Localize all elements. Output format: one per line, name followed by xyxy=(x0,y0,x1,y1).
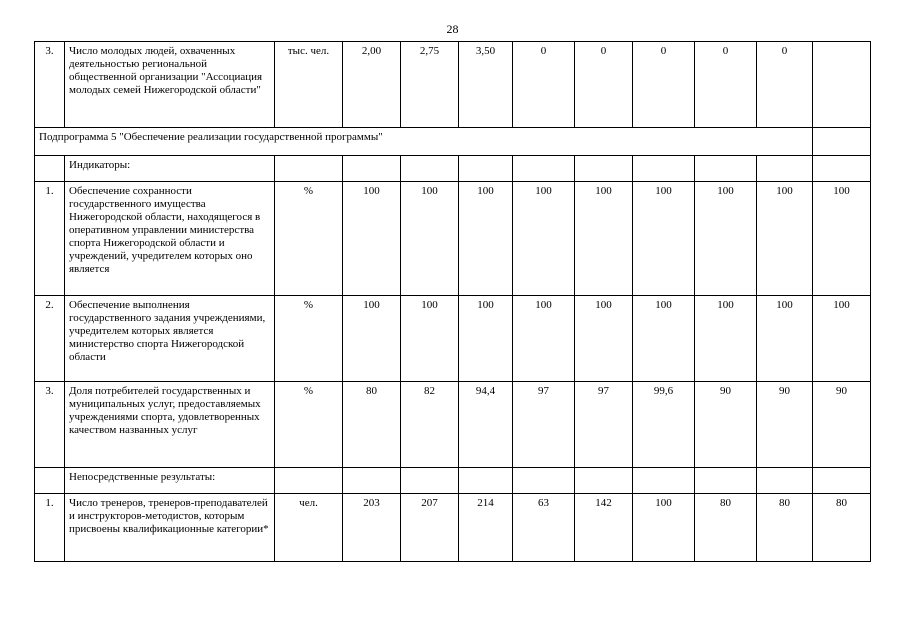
section-title: Непосредственные результаты: xyxy=(65,468,275,494)
empty-cell xyxy=(401,468,459,494)
table-row xyxy=(35,382,871,468)
value-cell: 100 xyxy=(401,296,459,382)
row-number: 1. xyxy=(35,494,65,562)
value-cell: 100 xyxy=(757,296,813,382)
value-cell: 100 xyxy=(343,296,401,382)
empty-cell xyxy=(813,156,871,182)
value-cell: 2,00 xyxy=(343,42,401,128)
empty-cell xyxy=(401,156,459,182)
value-cell: 3,50 xyxy=(459,42,513,128)
value-cell: 0 xyxy=(633,42,695,128)
value-cell: 80 xyxy=(757,494,813,562)
value-cell: 100 xyxy=(633,494,695,562)
value-cell: 100 xyxy=(459,182,513,296)
value-cell: 63 xyxy=(513,494,575,562)
table-row xyxy=(35,494,871,562)
empty-cell xyxy=(513,468,575,494)
indicator-name: Число тренеров, тренеров-преподавателей и инструкторов-методистов, которым присвоены квалификационные категории* xyxy=(65,494,275,562)
empty-cell xyxy=(343,156,401,182)
page-number: 28 xyxy=(446,22,459,36)
value-cell: 94,4 xyxy=(459,382,513,468)
empty-cell xyxy=(459,468,513,494)
empty-cell xyxy=(757,156,813,182)
value-cell: 0 xyxy=(575,42,633,128)
empty-cell xyxy=(35,468,65,494)
value-cell: 100 xyxy=(459,296,513,382)
value-cell: 90 xyxy=(813,382,871,468)
empty-cell xyxy=(757,468,813,494)
value-cell: 97 xyxy=(575,382,633,468)
value-cell: 100 xyxy=(757,182,813,296)
value-cell: 100 xyxy=(695,296,757,382)
value-cell: 97 xyxy=(513,382,575,468)
value-cell: 99,6 xyxy=(633,382,695,468)
table-row xyxy=(35,182,871,296)
empty-cell xyxy=(343,468,401,494)
value-cell: 100 xyxy=(575,182,633,296)
row-number: 3. xyxy=(35,42,65,128)
section-row xyxy=(35,156,871,182)
table-row xyxy=(35,296,871,382)
value-cell: 142 xyxy=(575,494,633,562)
indicator-name: Обеспечение сохранности государственного имущества Нижегородской области, находящегося в оперативном управлении министерства спорта Нижегородской области и учреждений, учредителем которых оно является xyxy=(65,182,275,296)
value-cell: 80 xyxy=(343,382,401,468)
value-cell: 90 xyxy=(757,382,813,468)
indicator-name: Доля потребителей государственных и муниципальных услуг, предоставляемых учреждениями спорта, удовлетворенных качеством названных услуг xyxy=(65,382,275,468)
value-cell: 100 xyxy=(343,182,401,296)
value-cell: 100 xyxy=(695,182,757,296)
empty-cell xyxy=(813,128,871,156)
unit-cell: % xyxy=(275,382,343,468)
indicator-name: Обеспечение выполнения государственного задания учреждениями, учредителем которых является министерство спорта Нижегородской области xyxy=(65,296,275,382)
unit-cell: % xyxy=(275,182,343,296)
section-title: Индикаторы: xyxy=(65,156,275,182)
indicators-table xyxy=(34,41,871,562)
value-cell: 0 xyxy=(695,42,757,128)
indicator-name: Число молодых людей, охваченных деятельностью региональной общественной организации "Ассоциация молодых семей Нижегородской области" xyxy=(65,42,275,128)
unit-cell: чел. xyxy=(275,494,343,562)
value-cell: 90 xyxy=(695,382,757,468)
value-cell: 0 xyxy=(513,42,575,128)
empty-cell xyxy=(513,156,575,182)
subprogram-row xyxy=(35,128,871,156)
table-body xyxy=(35,42,871,562)
value-cell: 100 xyxy=(813,182,871,296)
empty-cell xyxy=(459,156,513,182)
value-cell xyxy=(813,42,871,128)
value-cell: 214 xyxy=(459,494,513,562)
empty-cell xyxy=(275,156,343,182)
value-cell: 2,75 xyxy=(401,42,459,128)
empty-cell xyxy=(575,156,633,182)
value-cell: 100 xyxy=(813,296,871,382)
empty-cell xyxy=(813,468,871,494)
row-number: 2. xyxy=(35,296,65,382)
value-cell: 100 xyxy=(513,182,575,296)
value-cell: 80 xyxy=(813,494,871,562)
subprogram-title: Подпрограмма 5 "Обеспечение реализации государственной программы" xyxy=(35,128,813,156)
value-cell: 80 xyxy=(695,494,757,562)
value-cell: 100 xyxy=(633,182,695,296)
value-cell: 203 xyxy=(343,494,401,562)
empty-cell xyxy=(695,156,757,182)
value-cell: 100 xyxy=(513,296,575,382)
unit-cell: тыс. чел. xyxy=(275,42,343,128)
value-cell: 0 xyxy=(757,42,813,128)
value-cell: 100 xyxy=(401,182,459,296)
empty-cell xyxy=(695,468,757,494)
value-cell: 100 xyxy=(575,296,633,382)
empty-cell xyxy=(633,156,695,182)
empty-cell xyxy=(35,156,65,182)
value-cell: 82 xyxy=(401,382,459,468)
value-cell: 207 xyxy=(401,494,459,562)
row-number: 3. xyxy=(35,382,65,468)
row-number: 1. xyxy=(35,182,65,296)
empty-cell xyxy=(633,468,695,494)
value-cell: 100 xyxy=(633,296,695,382)
empty-cell xyxy=(275,468,343,494)
unit-cell: % xyxy=(275,296,343,382)
section-row xyxy=(35,468,871,494)
table-row xyxy=(35,42,871,128)
empty-cell xyxy=(575,468,633,494)
